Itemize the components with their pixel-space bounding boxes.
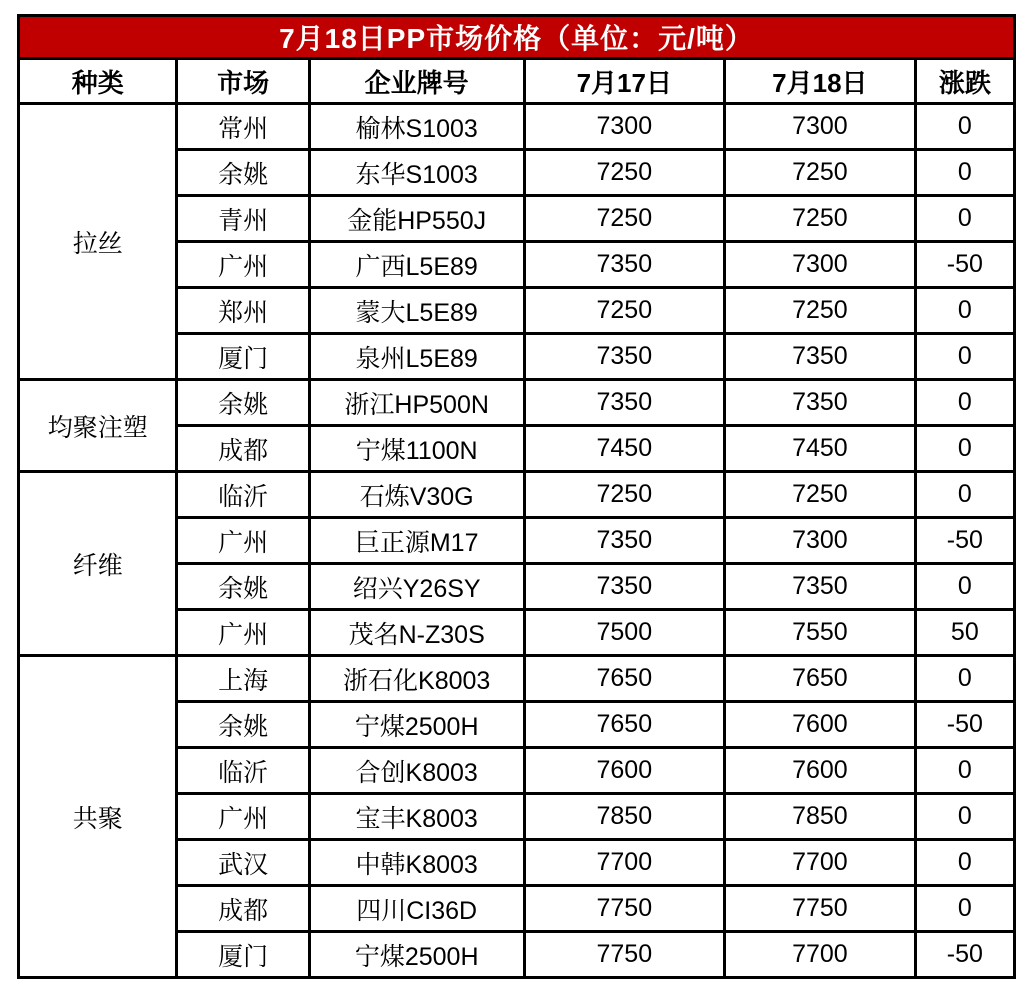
header-jul17: 7月17日 [524, 59, 725, 104]
market-cell: 青州 [177, 196, 309, 242]
table-row [19, 104, 1015, 150]
change-cell: -50 [915, 932, 1014, 978]
market-cell: 广州 [177, 610, 309, 656]
brand-cell: 蒙大L5E89 [309, 288, 524, 334]
price-jul17-cell: 7350 [524, 242, 725, 288]
market-cell: 广州 [177, 794, 309, 840]
price-jul18-cell: 7350 [725, 380, 916, 426]
market-cell: 厦门 [177, 932, 309, 978]
price-jul17-cell: 7250 [524, 150, 725, 196]
price-jul18-cell: 7300 [725, 104, 916, 150]
brand-cell: 浙江HP500N [309, 380, 524, 426]
price-jul18-cell: 7350 [725, 564, 916, 610]
price-jul18-cell: 7550 [725, 610, 916, 656]
price-jul18-cell: 7250 [725, 472, 916, 518]
market-cell: 余姚 [177, 150, 309, 196]
price-jul17-cell: 7350 [524, 518, 725, 564]
brand-cell: 泉州L5E89 [309, 334, 524, 380]
pp-price-table [17, 14, 1016, 979]
price-jul18-cell: 7250 [725, 150, 916, 196]
market-cell: 广州 [177, 518, 309, 564]
brand-cell: 绍兴Y26SY [309, 564, 524, 610]
change-cell: 0 [915, 564, 1014, 610]
price-jul18-cell: 7300 [725, 242, 916, 288]
price-jul17-cell: 7450 [524, 426, 725, 472]
change-cell: 50 [915, 610, 1014, 656]
price-jul18-cell: 7450 [725, 426, 916, 472]
table-body [19, 104, 1015, 978]
market-cell: 广州 [177, 242, 309, 288]
brand-cell: 茂名N-Z30S [309, 610, 524, 656]
change-cell: -50 [915, 518, 1014, 564]
market-cell: 余姚 [177, 564, 309, 610]
price-jul18-cell: 7700 [725, 840, 916, 886]
price-jul17-cell: 7750 [524, 886, 725, 932]
price-jul17-cell: 7750 [524, 932, 725, 978]
change-cell: 0 [915, 656, 1014, 702]
change-cell: -50 [915, 242, 1014, 288]
price-jul18-cell: 7850 [725, 794, 916, 840]
price-jul18-cell: 7250 [725, 196, 916, 242]
market-cell: 成都 [177, 886, 309, 932]
table-title: 7月18日PP市场价格（单位：元/吨） [19, 16, 1015, 59]
header-market: 市场 [177, 59, 309, 104]
price-jul17-cell: 7500 [524, 610, 725, 656]
price-jul17-cell: 7650 [524, 656, 725, 702]
brand-cell: 金能HP550J [309, 196, 524, 242]
change-cell: 0 [915, 334, 1014, 380]
price-jul17-cell: 7250 [524, 288, 725, 334]
change-cell: 0 [915, 748, 1014, 794]
price-jul17-cell: 7850 [524, 794, 725, 840]
market-cell: 武汉 [177, 840, 309, 886]
brand-cell: 宁煤1100N [309, 426, 524, 472]
change-cell: 0 [915, 288, 1014, 334]
price-jul17-cell: 7250 [524, 472, 725, 518]
table-row [19, 380, 1015, 426]
price-jul17-cell: 7350 [524, 564, 725, 610]
brand-cell: 宝丰K8003 [309, 794, 524, 840]
market-cell: 上海 [177, 656, 309, 702]
price-jul18-cell: 7750 [725, 886, 916, 932]
header-category: 种类 [19, 59, 177, 104]
price-jul17-cell: 7600 [524, 748, 725, 794]
brand-cell: 东华S1003 [309, 150, 524, 196]
price-jul17-cell: 7300 [524, 104, 725, 150]
price-jul18-cell: 7350 [725, 334, 916, 380]
brand-cell: 合创K8003 [309, 748, 524, 794]
price-jul17-cell: 7350 [524, 380, 725, 426]
price-jul18-cell: 7600 [725, 702, 916, 748]
brand-cell: 巨正源M17 [309, 518, 524, 564]
price-jul17-cell: 7650 [524, 702, 725, 748]
category-cell: 纤维 [19, 472, 177, 656]
brand-cell: 石炼V30G [309, 472, 524, 518]
header-row [19, 59, 1015, 104]
price-jul18-cell: 7650 [725, 656, 916, 702]
table-row [19, 656, 1015, 702]
category-cell: 拉丝 [19, 104, 177, 380]
brand-cell: 宁煤2500H [309, 932, 524, 978]
category-cell: 共聚 [19, 656, 177, 978]
price-jul18-cell: 7250 [725, 288, 916, 334]
brand-cell: 广西L5E89 [309, 242, 524, 288]
brand-cell: 榆林S1003 [309, 104, 524, 150]
market-cell: 临沂 [177, 472, 309, 518]
change-cell: 0 [915, 886, 1014, 932]
market-cell: 临沂 [177, 748, 309, 794]
table-row [19, 472, 1015, 518]
market-cell: 常州 [177, 104, 309, 150]
change-cell: -50 [915, 702, 1014, 748]
brand-cell: 浙石化K8003 [309, 656, 524, 702]
brand-cell: 宁煤2500H [309, 702, 524, 748]
price-jul18-cell: 7600 [725, 748, 916, 794]
price-jul18-cell: 7700 [725, 932, 916, 978]
market-cell: 郑州 [177, 288, 309, 334]
brand-cell: 四川CI36D [309, 886, 524, 932]
change-cell: 0 [915, 380, 1014, 426]
change-cell: 0 [915, 794, 1014, 840]
market-cell: 余姚 [177, 380, 309, 426]
price-jul17-cell: 7700 [524, 840, 725, 886]
market-cell: 厦门 [177, 334, 309, 380]
header-brand: 企业牌号 [309, 59, 524, 104]
header-jul18: 7月18日 [725, 59, 916, 104]
category-cell: 均聚注塑 [19, 380, 177, 472]
change-cell: 0 [915, 840, 1014, 886]
title-row [19, 16, 1015, 59]
price-jul18-cell: 7300 [725, 518, 916, 564]
change-cell: 0 [915, 426, 1014, 472]
header-change: 涨跌 [915, 59, 1014, 104]
market-cell: 余姚 [177, 702, 309, 748]
change-cell: 0 [915, 196, 1014, 242]
price-jul17-cell: 7350 [524, 334, 725, 380]
change-cell: 0 [915, 104, 1014, 150]
change-cell: 0 [915, 472, 1014, 518]
brand-cell: 中韩K8003 [309, 840, 524, 886]
market-cell: 成都 [177, 426, 309, 472]
change-cell: 0 [915, 150, 1014, 196]
price-jul17-cell: 7250 [524, 196, 725, 242]
